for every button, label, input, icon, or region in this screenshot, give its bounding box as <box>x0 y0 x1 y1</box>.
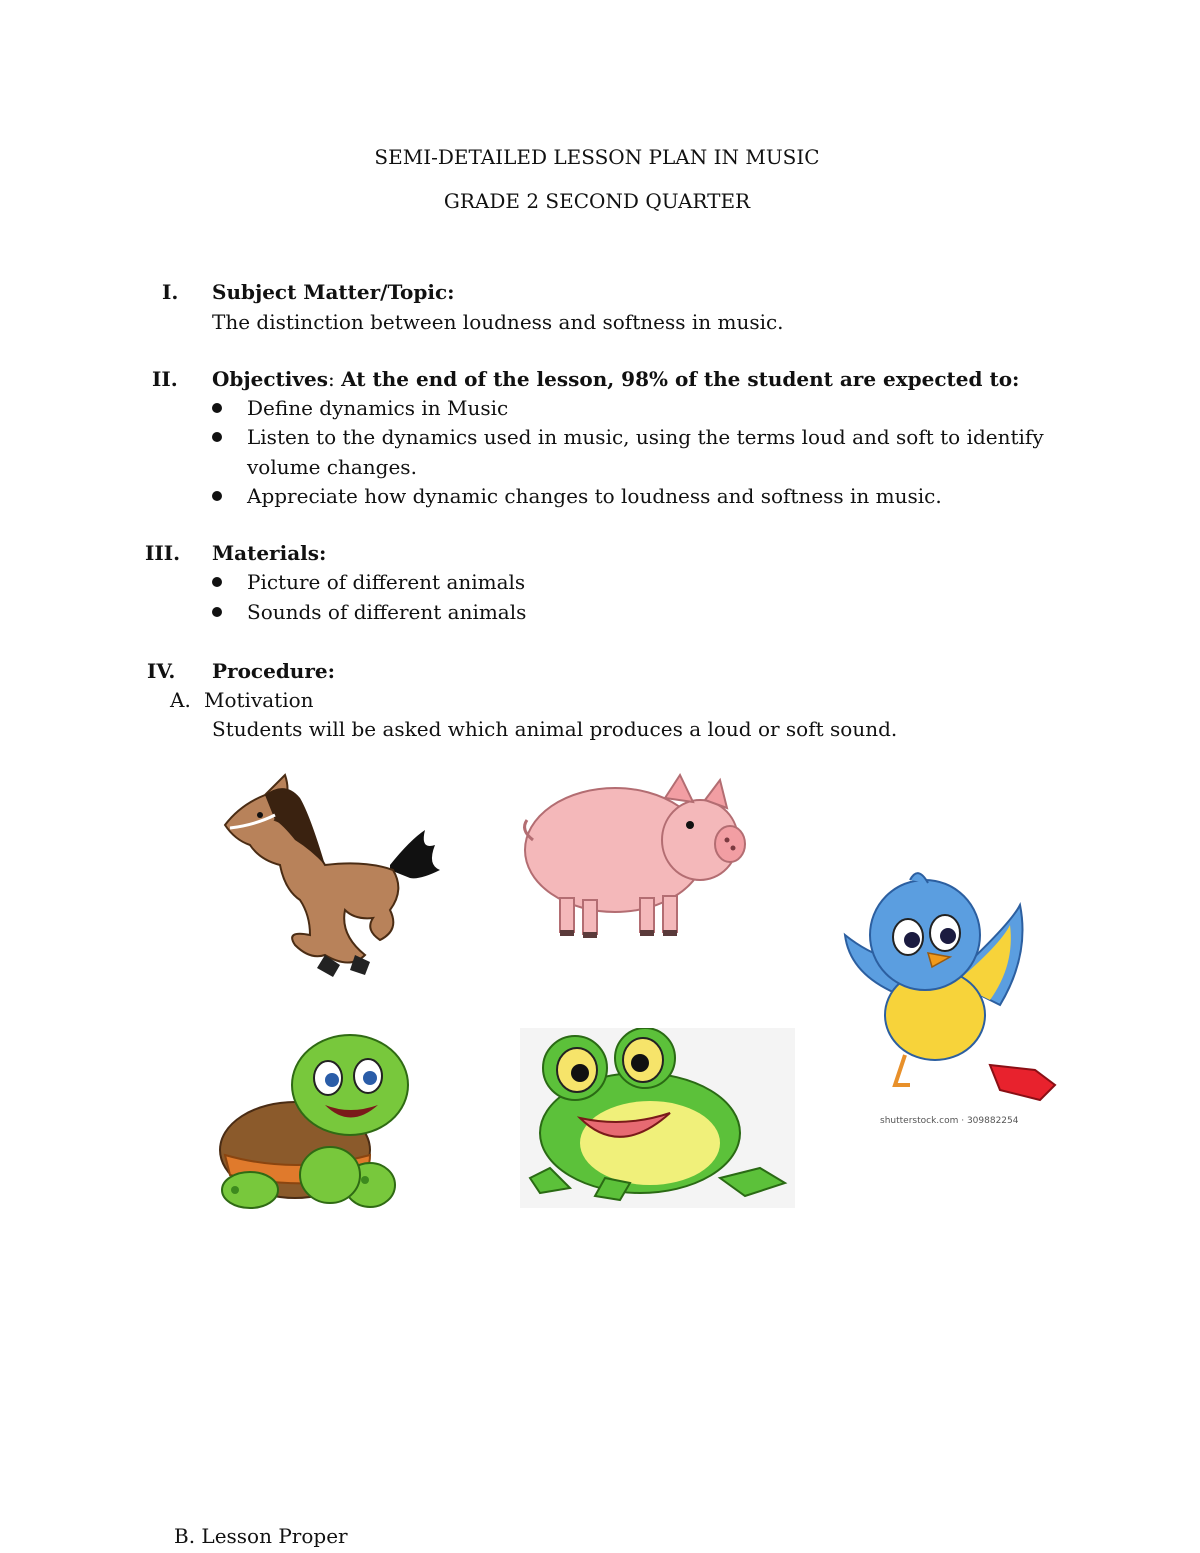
material-item: Sounds of different animals <box>247 600 527 624</box>
subject-text: The distinction between loudness and softness in music. <box>212 310 784 334</box>
objectives-label: Objectives <box>212 367 328 391</box>
sub-a-letter: A. <box>170 688 191 712</box>
section-numeral: IV. <box>147 659 176 683</box>
stock-photo-caption: shutterstock.com · 309882254 <box>880 1116 1019 1126</box>
horse-illustration <box>215 770 450 980</box>
objective-item-continued: volume changes. <box>247 455 417 479</box>
section-heading: Materials: <box>212 541 327 565</box>
bullet-icon <box>212 432 222 442</box>
sub-b-title: B. Lesson Proper <box>174 1524 348 1548</box>
pig-illustration <box>515 770 750 945</box>
bullet-icon <box>212 491 222 501</box>
section-heading: Procedure: <box>212 659 335 683</box>
sub-a-title: Motivation <box>204 688 314 712</box>
section-heading: Subject Matter/Topic: <box>212 280 455 304</box>
turtle-illustration <box>210 1030 410 1215</box>
bullet-icon <box>212 607 222 617</box>
bullet-icon <box>212 577 222 587</box>
frog-illustration <box>520 1028 795 1208</box>
sub-a-text: Students will be asked which animal produces a loud or soft sound. <box>212 717 898 741</box>
section-numeral: I. <box>162 280 179 304</box>
bullet-icon <box>212 403 222 413</box>
section-numeral: II. <box>152 367 178 391</box>
objective-item: Define dynamics in Music <box>247 396 509 420</box>
material-item: Picture of different animals <box>247 570 526 594</box>
objective-item: Appreciate how dynamic changes to loudness and softness in music. <box>247 484 942 508</box>
section-numeral: III. <box>145 541 181 565</box>
section-heading <box>212 367 1019 391</box>
objectives-colon: : <box>328 367 342 391</box>
objective-item: Listen to the dynamics used in music, using the terms loud and soft to identify <box>247 425 1044 449</box>
document-subtitle: GRADE 2 SECOND QUARTER <box>443 189 751 213</box>
document-title: SEMI-DETAILED LESSON PLAN IN MUSIC <box>374 145 820 169</box>
bird-illustration <box>840 865 1060 1115</box>
objectives-heading-rest: At the end of the lesson, 98% of the student are expected to: <box>341 367 1020 391</box>
